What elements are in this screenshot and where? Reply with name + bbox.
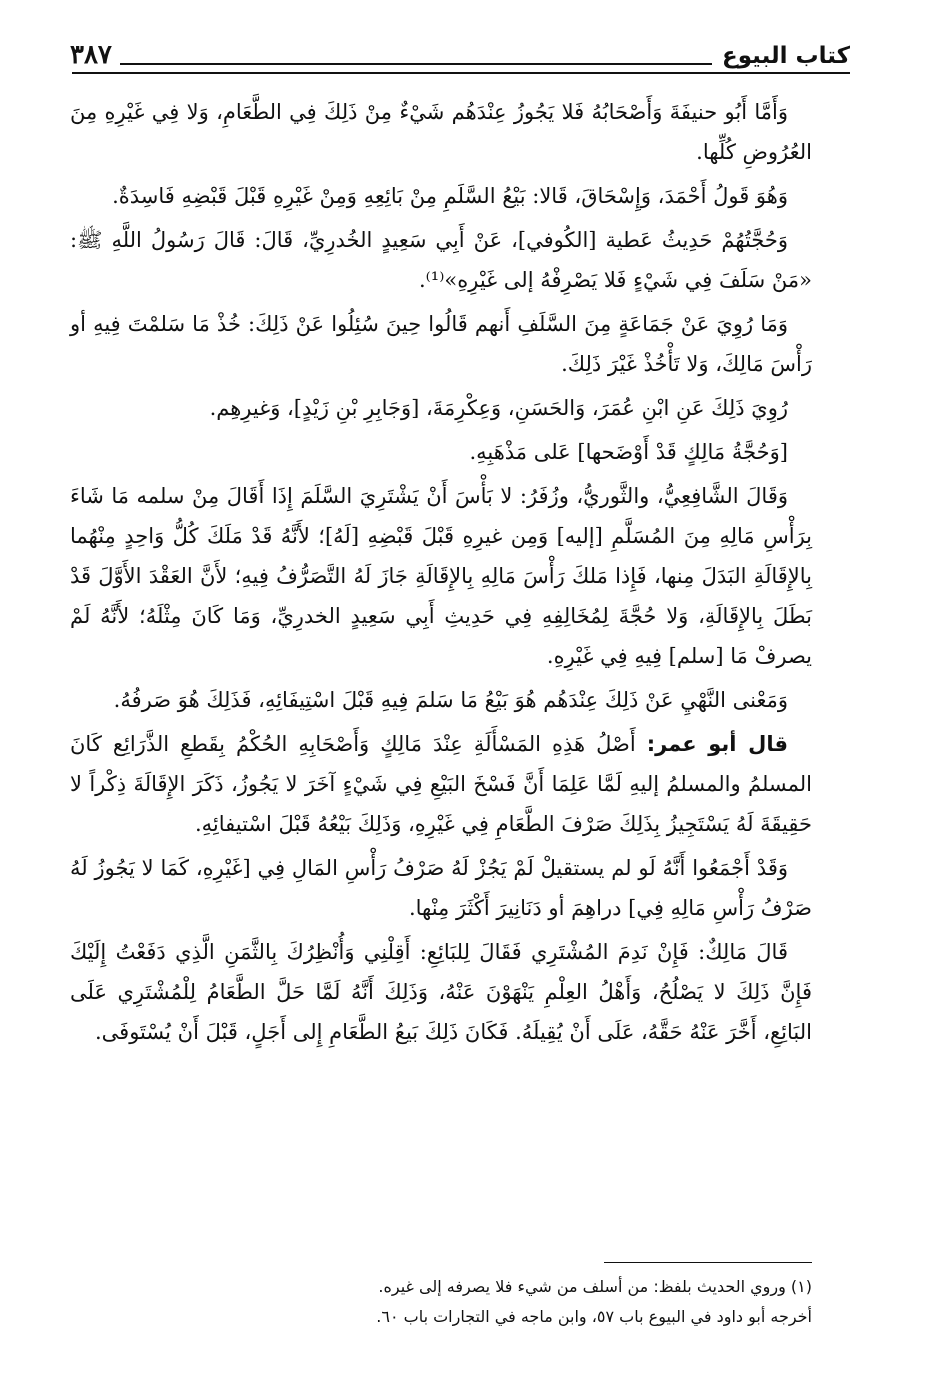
header-underline (72, 72, 850, 74)
book-title: كتاب البيوع (722, 43, 850, 69)
footnote-separator (604, 1262, 812, 1263)
abu-omar-text: أَصْلُ هَذِهِ المَسْأَلَةِ عِنْدَ مَالِكٍ وَأَصْحَابِهِ الحُكْمُ بِقَطعِ الذَّرَائِع كَانَ المسلمُ والمسلمُ إليهِ لَمَّا عَلِمَا أَنَّ فَسْخَ البَيْعِ فِي شَيْءٍ آخَرَ لا يَجُوزُ، ذَكَرَ الإِقَالَةَ ذِكْراً لا حَقِيقَةَ لَهُ يَسْتَجِيزُ بِذَلِكَ صَرْفَ الطَّعَامِ فِي غَيْرِهِ، وَذَلِكَ بَيْعُهُ قَبْلَ اسْتيفائِهِ. (70, 732, 812, 836)
main-text (70, 92, 812, 1056)
paragraph: [وَحُجَّةُ مَالِكٍ قَدْ أَوْضَحها] عَلى مَذْهَبِهِ. (469, 440, 788, 464)
paragraph: وَمَا رُوِيَ عَنْ جَمَاعَةٍ مِنَ السَّلَفِ أَنهم قَالُوا حِينَ سُئِلُوا عَنْ ذَلِكَ: خُذْ مَا سَلمْتَ فِيهِ أو رَأْسَ مَالِكَ، وَلا تَأْخُذْ غَيْرَ ذَلِكَ. (70, 312, 812, 376)
footnotes (120, 1272, 812, 1332)
paragraph: وَحُجَّتُهُمْ حَدِيثُ عَطية [الكُوفي]، عَنْ أَبِي سَعِيدٍ الخُدرِيِّ، قَالَ: قَالَ رَسُولُ اللَّهِ ﷺ: «مَنْ سَلَفَ فِي شَيْءٍ فَلا يَصْرِفْهُ إلى غَيْرِهِ»⁽¹⁾. (70, 228, 812, 292)
paragraph: وَأَمَّا أَبُو حنيفَةَ وَأَصْحَابُهُ فَلا يَجُوزُ عِنْدَهُم شَيْءٌ مِنْ ذَلِكَ فِي الطَّعَامِ، وَلا فِي غَيْرِهِ مِنَ العُرُوضِ كُلِّها. (70, 100, 812, 164)
footnote: (١) وروي الحديث بلفظ: من أسلف من شيء فلا يصرفه إلى غيره. (378, 1277, 812, 1296)
paragraph: وَقَالَ الشَّافِعِيُّ، والثَّوريُّ، وزُفَرُ: لا بَأْسَ أَنْ يَشْتَرِيَ السَّلَمَ إِذَا أَقَالَ مِنْ سلمه مَا شَاءَ بِرَأْسِ مَالِهِ مِنَ المُسَلَّمِ [إليه] وَمِن غيرِهِ قَبْلَ قَبْضِهِ [لَهُ]؛ لأَنَّهُ قَدْ مَلَكَ كُلُّ وَاحِدٍ مِنْهُما بِالإِقَالَةِ البَدَلَ مِنها، فَإِذا مَلكَ رَأْسَ مَالِهِ بِالإِقَالَةِ جَازَ لَهُ التَّصَرُّفُ فِيهِ؛ لأَنَّ العَقْدَ الأَوَّلَ قَدْ بَطَلَ بِالإِقَالَةِ، وَلا حُجَّةَ لِمُخَالِفِهِ فِي حَدِيثِ أَبِي سَعِيدٍ الخدرِيِّ، وَمَا كَانَ مِثْلَهُ؛ لأَنَّهُ لَمْ يصرفْ مَا [سلم] فِيهِ فِي غَيْرِهِ. (70, 484, 812, 668)
paragraph: قَالَ مَالِكٌ: فَإِنْ نَدِمَ المُشْتَرِي فَقَالَ لِلبَائِعِ: أَقِلْنِي وَأُنْظِرُكَ بِالثَّمَنِ الَّذِي دَفَعْتُ إِلَيْكَ فَإِنَّ ذَلِكَ لا يَصْلُحُ، وَأَهْلُ العِلْمِ يَنْهَوْنَ عَنْهُ، وَذَلِكَ أَنَّهُ لَمَّا حَلَّ الطَّعَامُ لِلْمُشْتَرِي عَلَى البَائِعِ، أَخَّرَ عَنْهُ حَقَّهُ، عَلَى أَنْ يُقِيلَهُ. فَكَانَ ذَلِكَ بَيعُ الطَّعَامِ إِلى أَجَلٍ، قَبْلَ أَنْ يُسْتَوفَى. (70, 940, 812, 1044)
abu-omar-paragraph (70, 724, 812, 844)
paragraph: رُوِيَ ذَلِكَ عَنِ ابْنِ عُمَرَ، وَالحَسَنِ، وَعِكْرِمَةَ، [وَجَابِرِ بْنِ زَيْدٍ]، وَغيرِهِم. (209, 396, 788, 420)
page-number: ٣٨٧ (70, 40, 112, 70)
running-header (70, 28, 850, 68)
header-rule (120, 63, 712, 65)
paragraph: وَقَدْ أَجْمَعُوا أَنَّهُ لَو لم يستقيلْ لَمْ يَجُزْ لَهُ صَرْفُ رَأْسِ المَالِ فِي [غَيْرِهِ، كَمَا لا يَجُوزُ لَهُ صَرْفُ رَأْسِ مَالِهِ فِي] دراهِمَ أو دَنَانِيرَ أَكْثَرَ مِنْها. (70, 856, 812, 920)
paragraph: وَهُوَ قَولُ أَحْمَدَ، وَإِسْحَاقَ، قَالا: بَيْعُ السَّلَمِ مِنْ بَائِعِهِ وَمِنْ غَيْرِهِ قَبْلَ قَبْضِهِ فَاسِدَةٌ. (112, 184, 788, 208)
paragraph: وَمَعْنى النَّهْيِ عَنْ ذَلِكَ عِنْدَهُم هُوَ بَيْعُ مَا سَلمَ فِيهِ قَبْلَ اسْتِيفَائِهِ، فَذَلِكَ هُوَ صَرفُهُ. (113, 688, 788, 712)
footnote-continuation: أخرجه أبو داود في البيوع باب ٥٧، وابن ماجه في التجارات باب ٦٠. (376, 1307, 812, 1326)
speaker-label: قال أبو عمر: (646, 732, 788, 756)
